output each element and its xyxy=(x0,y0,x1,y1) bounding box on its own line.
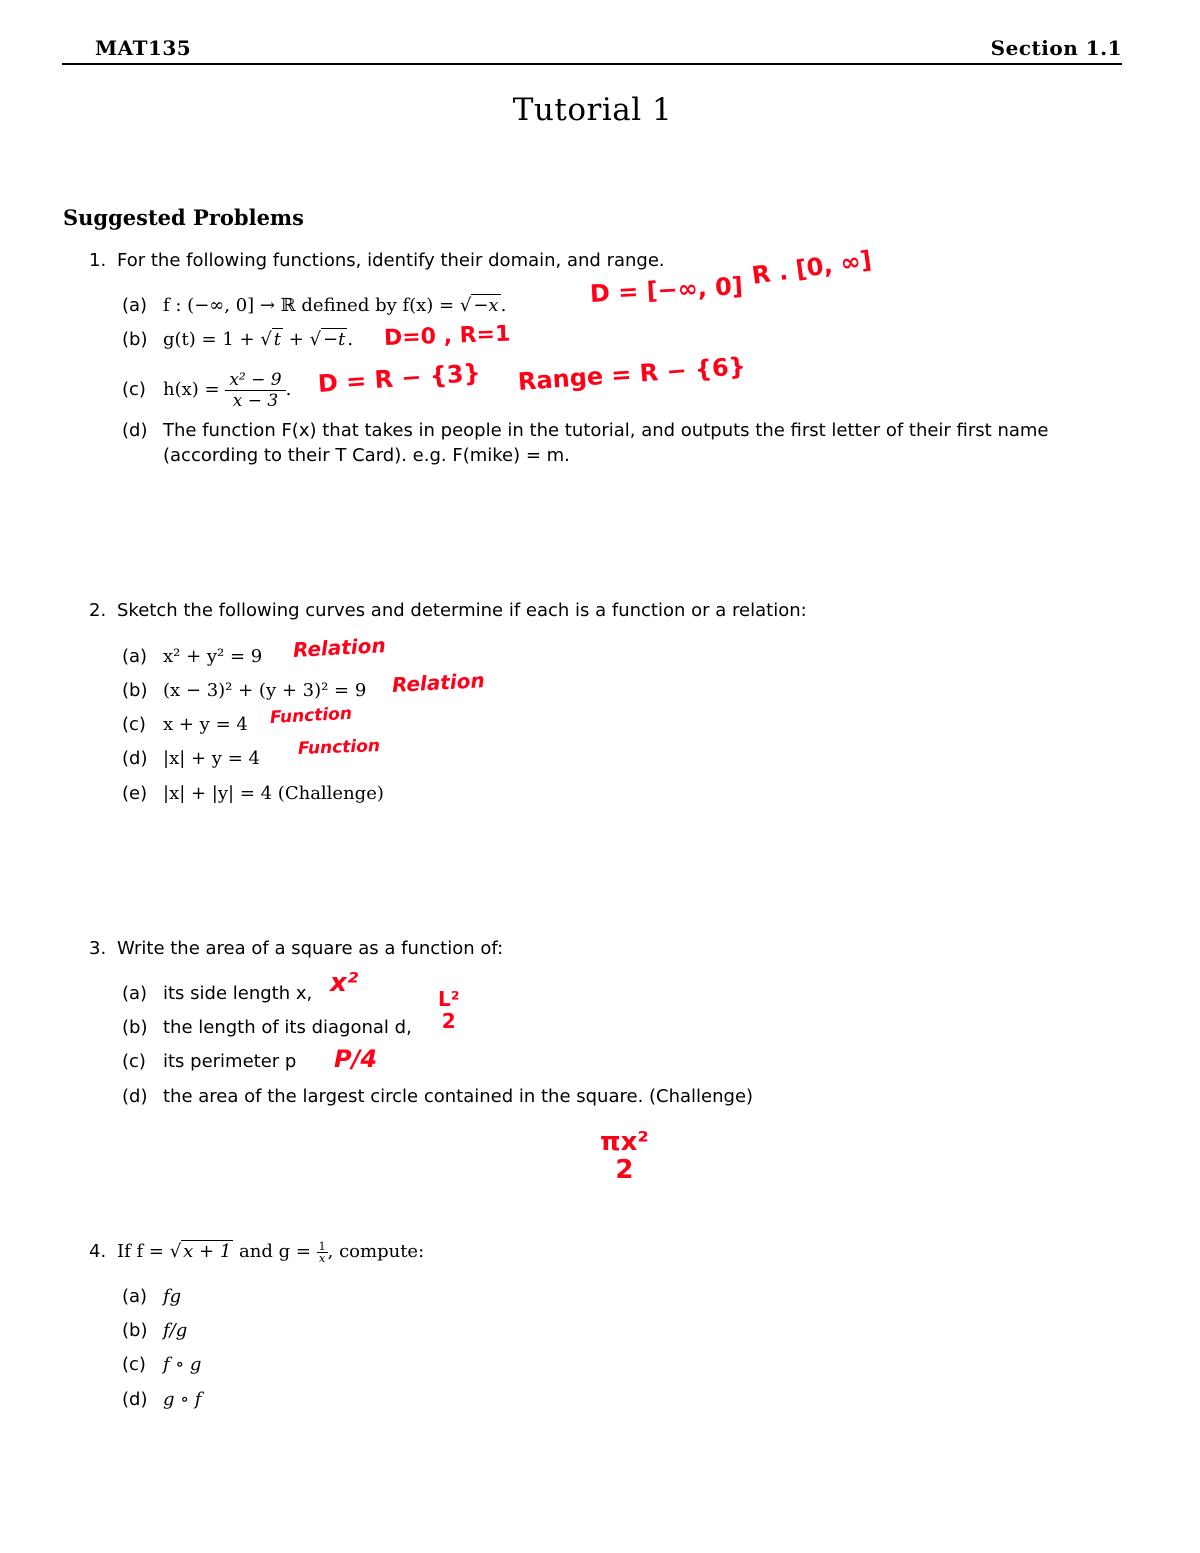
q4-pre: If f = xyxy=(117,1241,170,1262)
q1b-pre: g(t) = 1 + xyxy=(163,329,261,350)
q1b-radicand-1: t xyxy=(273,329,282,350)
q4d-text: g ∘ f xyxy=(163,1389,202,1410)
q1c-post: . xyxy=(285,379,292,400)
q3-text: Write the area of a square as a function of: xyxy=(117,938,504,959)
q2e-text: |x| + |y| = 4 (Challenge) xyxy=(163,783,384,804)
q1d-label: (d) xyxy=(122,420,148,441)
q1b-radicand-2: −t xyxy=(323,329,346,350)
q4-number: 4. xyxy=(89,1241,107,1262)
q1d-line2: (according to their T Card). e.g. F(mike) = m. xyxy=(163,445,570,466)
q3a-text: its side length x, xyxy=(163,983,313,1004)
section-heading: Suggested Problems xyxy=(63,205,304,230)
annotation-q2d: Function xyxy=(297,736,381,759)
q1a-radicand: −x xyxy=(473,295,499,316)
q1b-text: g(t) = 1 + √ t + √ −t . xyxy=(163,329,354,350)
q4c-text: f ∘ g xyxy=(163,1354,202,1375)
q3c-label: (c) xyxy=(122,1051,146,1072)
q4-frac-den: x xyxy=(319,1251,326,1265)
q1c-numerator: x² − 9 xyxy=(225,370,285,391)
header-rule xyxy=(62,63,1122,65)
q3d-label: (d) xyxy=(122,1086,148,1107)
annotation-q2b: Relation xyxy=(391,668,486,697)
annotation-q1c-range: Range = R − {6} xyxy=(517,352,747,396)
q4a-text: fg xyxy=(163,1286,182,1307)
annotation-q3c: P/4 xyxy=(334,1045,378,1073)
q2-text: Sketch the following curves and determine if each is a function or a relation: xyxy=(117,600,807,621)
annotation-q2a: Relation xyxy=(292,633,387,662)
annotation-q3a: x² xyxy=(330,968,359,998)
section-number: Section 1.1 xyxy=(990,36,1122,60)
q3b-text: the length of its diagonal d, xyxy=(163,1017,412,1038)
q2a-label: (a) xyxy=(122,646,148,667)
q4-frac-num: 1 xyxy=(318,1239,326,1253)
annotation-q3b-den: 2 xyxy=(441,1009,456,1033)
q1b-label: (b) xyxy=(122,329,148,350)
q4-text: If f = √ x + 1 and g = $\frac{1}{x}$ , compute: xyxy=(117,1239,425,1265)
q4-post: , compute: xyxy=(327,1241,425,1262)
q1a-post: . xyxy=(500,295,507,316)
course-code: MAT135 xyxy=(95,36,192,60)
q4-radicand: x + 1 xyxy=(183,1241,232,1262)
q2a-text: x² + y² = 9 xyxy=(163,646,263,667)
q4-mid: and g = xyxy=(233,1241,317,1262)
annotation-q1b: D=0 , R=1 xyxy=(383,321,511,351)
annotation-q3b-num: L² xyxy=(438,987,460,1011)
q2-number: 2. xyxy=(89,600,107,621)
q4a-label: (a) xyxy=(122,1286,148,1307)
q2b-label: (b) xyxy=(122,680,148,701)
q4b-label: (b) xyxy=(122,1320,148,1341)
q1c-denominator: x − 3 xyxy=(232,390,279,411)
q4d-label: (d) xyxy=(122,1389,148,1410)
q3a-label: (a) xyxy=(122,983,148,1004)
annotation-q2c: Function xyxy=(269,703,353,728)
q4b-text: f/g xyxy=(163,1320,188,1341)
q1c-pre: h(x) = xyxy=(163,379,226,400)
q2d-label: (d) xyxy=(122,748,148,769)
q1-number: 1. xyxy=(89,250,107,271)
q3d-text: the area of the largest circle contained in the square. (Challenge) xyxy=(163,1086,754,1107)
q1b-mid: + xyxy=(283,329,310,350)
annotation-q3d-den: 2 xyxy=(615,1155,634,1185)
q1a-text: f : (−∞, 0] → ℝ defined by f(x) = √ −x . xyxy=(163,295,507,316)
q1a-label: (a) xyxy=(122,295,148,316)
annotation-q1c-domain: D = R − {3} xyxy=(317,358,482,398)
q4-fraction xyxy=(317,1241,328,1264)
q4c-label: (c) xyxy=(122,1354,146,1375)
annotation-q3b xyxy=(438,988,460,1032)
q3b-label: (b) xyxy=(122,1017,148,1038)
q2b-text: (x − 3)² + (y + 3)² = 9 xyxy=(163,680,367,701)
q1-text: For the following functions, identify their domain, and range. xyxy=(117,250,665,271)
q1c-fraction xyxy=(225,370,285,411)
q3c-text: its perimeter p xyxy=(163,1051,297,1072)
q2e-label: (e) xyxy=(122,783,148,804)
q1b-post: . xyxy=(347,329,354,350)
annotation-q1a-domain: D = [−∞, 0] xyxy=(589,272,744,308)
q2c-text: x + y = 4 xyxy=(163,714,248,735)
q1a-pre: f : (−∞, 0] → ℝ defined by f(x) = xyxy=(163,295,460,316)
q1c-label: (c) xyxy=(122,379,146,400)
annotation-q1a-range: R . [0, ∞] xyxy=(750,245,874,290)
q2c-label: (c) xyxy=(122,714,146,735)
q2d-text: |x| + y = 4 xyxy=(163,748,260,769)
q1c-text xyxy=(163,360,291,420)
page-title: Tutorial 1 xyxy=(512,92,673,128)
annotation-q3d xyxy=(600,1128,649,1184)
q3-number: 3. xyxy=(89,938,107,959)
annotation-q3d-num: πx² xyxy=(600,1127,649,1157)
q1d-line1: The function F(x) that takes in people in the tutorial, and outputs the first letter of their first name xyxy=(163,420,1049,441)
